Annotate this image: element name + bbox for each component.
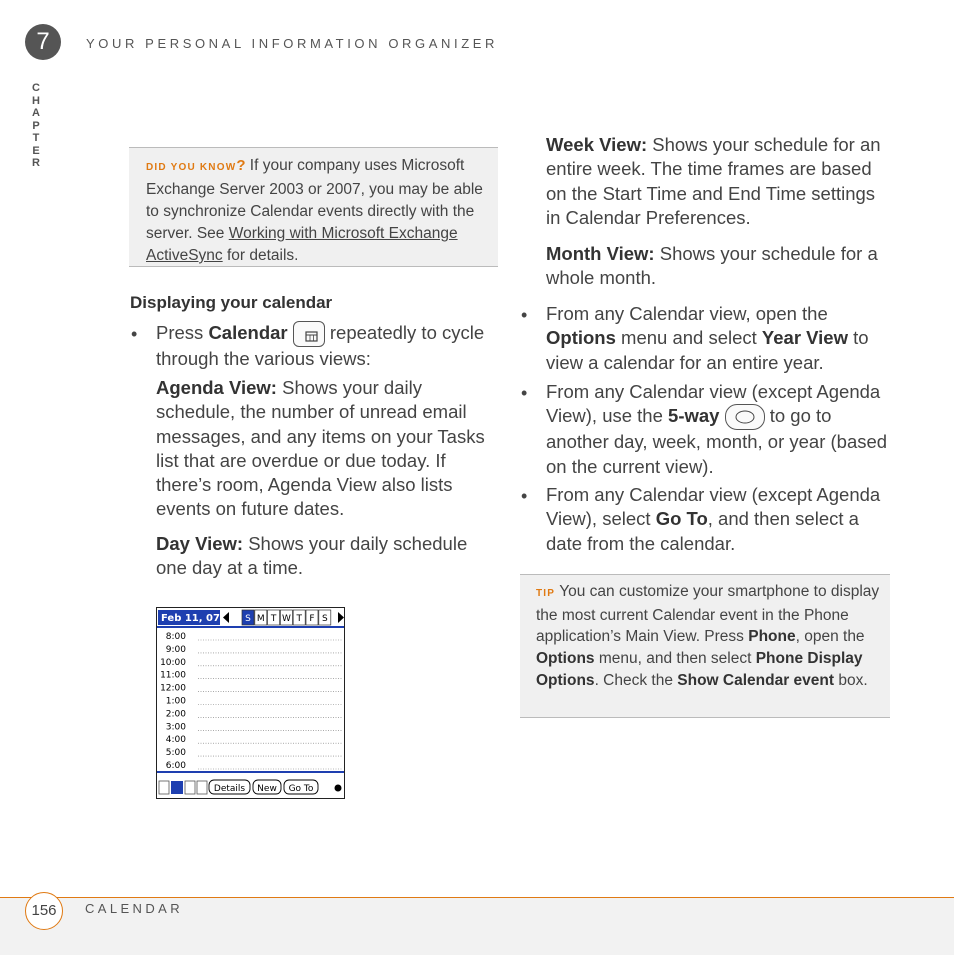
time-slot-label: 2:00: [165, 709, 186, 720]
did-you-know-body: If your company uses Microsoft Exchange Server 2003 or 2007, you may be able to synchronize Calendar events directly with the server. See: [146, 157, 483, 242]
day-view-screenshot: [156, 607, 345, 799]
agenda-view-toggle-icon[interactable]: [159, 781, 169, 794]
screen-button-label: Details: [213, 784, 246, 794]
day-view-description: Day View: Shows your daily schedule one day at a time.: [156, 533, 468, 579]
agenda-view-description: Agenda View: Shows your daily schedule, the number of unread email messages, and any items on your Tasks list that are overdue or due today. If there’s room, Agenda View also lists events on future dates.: [156, 377, 485, 520]
chapter-letter: H: [32, 94, 40, 107]
did-you-know-label: DID YOU KNOW: [146, 162, 237, 173]
exchange-activesync-link[interactable]: Working with Microsoft Exchange ActiveSync: [146, 225, 458, 264]
status-dot-icon: [335, 785, 342, 792]
weekday-label: S: [321, 614, 328, 624]
chapter-vertical-label: [30, 82, 42, 170]
running-head: YOUR PERSONAL INFORMATION ORGANIZER: [86, 36, 499, 51]
bullet-dot: •: [521, 383, 528, 403]
bullet-dot: •: [521, 305, 528, 325]
month-view-toggle-icon[interactable]: [197, 781, 207, 794]
weekday-label: F: [309, 614, 315, 624]
chapter-letter: C: [32, 82, 40, 94]
prev-week-arrow-icon[interactable]: [223, 612, 229, 623]
tip-text: TIP You can customize your smartphone to display the most current Calendar event in the Phone application’s Main View. Press Phone, open the Options menu, and then select Phone Display Options. Check the Show Calendar event box.: [536, 583, 880, 689]
week-view-toggle-icon[interactable]: [185, 781, 195, 794]
time-slot-label: 3:00: [165, 722, 186, 733]
chapter-number-badge: 7: [25, 24, 61, 60]
weekday-label: T: [270, 614, 277, 624]
weekday-label: S: [245, 614, 251, 624]
tip-label: TIP: [536, 588, 556, 599]
page-number: 156: [25, 892, 63, 930]
did-you-know-text: [146, 155, 492, 267]
footer-section-title: CALENDAR: [85, 901, 183, 916]
week-view-description: Week View: Shows your schedule for an entire week. The time frames are based on the Start Time and End Time settings in Calendar Preferences.: [546, 134, 881, 228]
screen-button-label: New: [257, 784, 277, 794]
bullet-dot: •: [131, 324, 138, 344]
time-slot-label: 10:00: [160, 657, 186, 668]
time-slot-label: 1:00: [165, 696, 186, 707]
chapter-letter: E: [32, 144, 40, 157]
time-slot-label: 4:00: [165, 735, 186, 746]
month-view-description: Month View: Shows your schedule for a whole month.: [546, 243, 878, 289]
time-slot-label: 6:00: [165, 761, 186, 771]
day-view-toggle-icon[interactable]: [171, 781, 183, 794]
bullet-year-view: From any Calendar view, open the Options menu and select Year View to view a calendar for an entire year.: [546, 303, 869, 373]
date-label: Feb 11, 07: [161, 613, 220, 624]
five-way-navigator-icon: [725, 404, 765, 430]
section-title: Displaying your calendar: [130, 293, 333, 312]
time-slot-label: 8:00: [165, 632, 186, 642]
weekday-label: M: [256, 614, 265, 624]
calendar-key-icon: [293, 321, 325, 347]
time-slot-label: 11:00: [160, 670, 186, 681]
day-view-screen: [157, 608, 344, 798]
next-week-arrow-icon[interactable]: [338, 612, 344, 623]
bullet-press-calendar: Press Calendar repeatedly to cycle through the various views:: [156, 322, 485, 370]
bullet-5-way: From any Calendar view (except Agenda View), use the 5-way to go to another day, week, month, or year (based on the current view).: [546, 381, 888, 477]
bullet-go-to: From any Calendar view (except Agenda View), select Go To, and then select a date from the calendar.: [546, 484, 881, 554]
screen-button-label: Go To: [288, 784, 314, 794]
chapter-letter: P: [32, 119, 40, 132]
did-you-know-question-mark: ?: [236, 157, 246, 174]
weekday-label: T: [296, 614, 302, 624]
chapter-letter: R: [32, 157, 40, 169]
time-slot-label: 5:00: [165, 748, 186, 759]
chapter-letter: A: [32, 107, 40, 119]
time-slot-label: 12:00: [160, 683, 186, 694]
time-slot-label: 9:00: [165, 644, 186, 655]
chapter-letter: T: [32, 132, 40, 144]
weekday-label: W: [281, 614, 291, 624]
did-you-know-body-end: for details.: [222, 247, 299, 264]
bullet-dot: •: [521, 486, 528, 506]
